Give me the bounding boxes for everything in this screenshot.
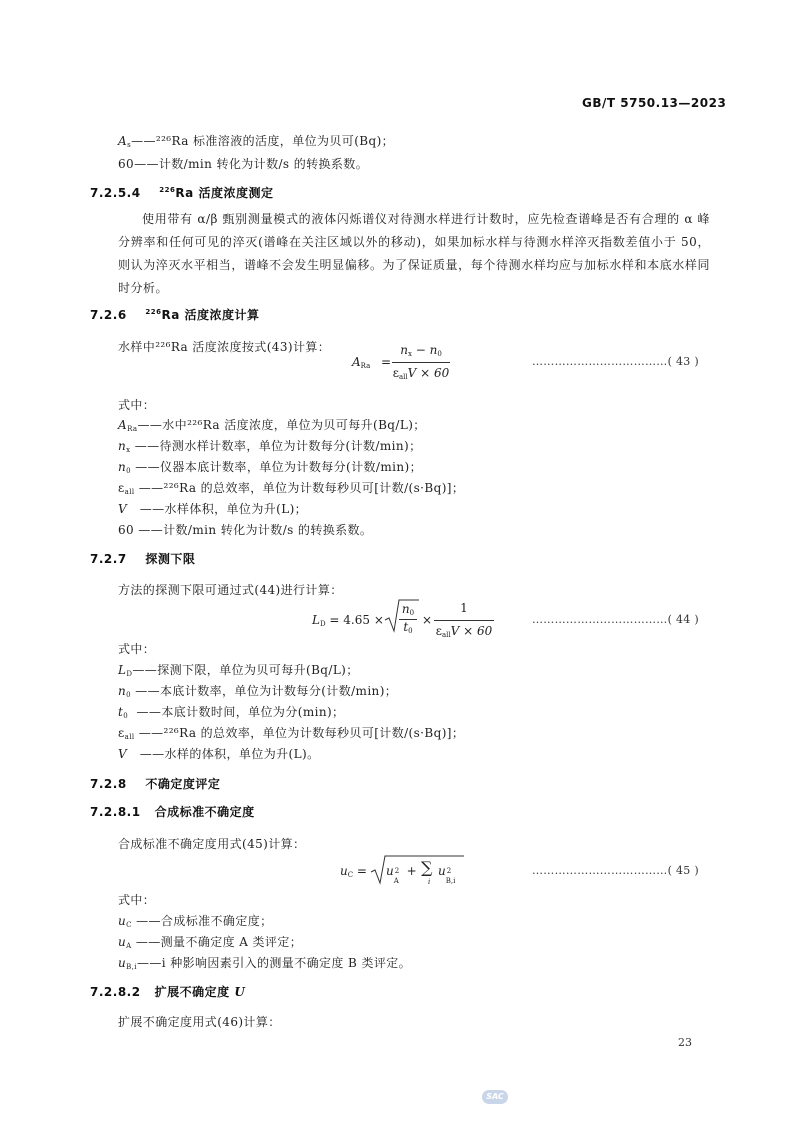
eq-sub: A [393,877,399,885]
def-symbol-sub: A [126,942,132,950]
def-text: ——合成标准不确定度； [136,914,273,928]
eq-sub: all [441,631,451,639]
def-symbol-sub: x [126,446,131,454]
equation-43: $A_{Ra}$ = [352,355,392,370]
eq-var: u [438,864,446,878]
def-line [118,682,397,699]
def-line [118,458,422,475]
section-heading-7-2-7 [90,550,195,567]
eq-sub: 0 [408,627,413,635]
section-number: 7.2.7 [90,552,127,566]
equation-leader [532,613,699,626]
def-symbol-sub: C [126,921,132,929]
def-line [118,500,307,517]
def-symbol-sub: Ra [127,425,138,433]
equation-leader [532,355,699,368]
eq-var: V × 60 [407,366,450,380]
def-symbol-sub: s [127,141,132,149]
section-title: 探测下限 [145,552,196,566]
eq45-term-b [438,864,460,885]
def-symbol: n [118,439,127,453]
def-symbol: V [118,747,128,761]
eq43-numerator [392,343,450,358]
def-line [118,912,273,929]
def-symbol: 60 [118,157,135,171]
eq-var: u [386,864,394,878]
page-number: 23 [678,1036,692,1049]
where-label: 式中： [118,398,156,412]
eq44-fraction-denominator [430,624,498,639]
section-number: 7.2.8.1 [90,805,141,819]
dot-leader: ……………………………… [532,864,668,877]
def-line [118,416,426,433]
eq-lhs: u [340,864,348,878]
eq-lhs-sub: Ra [360,362,371,370]
eq-sub: all [398,373,408,381]
def-symbol: t [118,705,124,719]
section-heading-7-2-8-1 [90,803,255,820]
def-text: ——²²⁶Ra 的总效率，单位为计数每秒贝可[计数/(s·Bq)]； [138,726,465,740]
eq-sub: B,i [445,877,456,885]
section-title: 合成标准不确定度 [154,805,255,819]
fraction-bar [392,362,450,363]
lead-text: 水样中²²⁶Ra 活度浓度按式(43)计算： [118,340,331,354]
eq-sup: 2 [446,867,452,875]
def-symbol: u [118,935,127,949]
def-text: ——本底计数率，单位为计数每分(计数/min)； [135,684,398,698]
dot-leader: ……………………………… [532,613,668,626]
eq-coef: = 4.65 × [329,613,384,627]
def-line [118,724,464,741]
equation-number: ( 43 ) [667,355,699,368]
def-text: ——探测下限，单位为贝可每升(Bq/L)； [132,663,359,677]
section-heading-7-2-8 [90,775,220,792]
def-symbol: V [118,502,128,516]
eq-sup: 2 [394,867,400,875]
def-symbol: A [118,418,128,432]
equation-number: ( 44 ) [667,613,699,626]
def-symbol: L [118,663,127,677]
def-symbol: u [118,914,127,928]
def-line [118,703,344,720]
eq-var: t [403,620,409,634]
eq-lhs: A [352,355,361,369]
eq-lhs-sub: C [347,871,354,879]
paragraph: 使用带有 α/β 甄别测量模式的液体闪烁谱仪对待测水样进行计数时，应先检查谱峰是否有合理的 α 峰分辨率和任何可见的淬灭(谱峰在关注区域以外的移动)，如果加标水样与待测水样淬灭指数差值小于 50，则认为淬灭水平相当，谱峰不会发生明显偏移。为了保证质量，每个待测水样均应与加标水样和本底水样同时分析。 [118,212,710,295]
def-symbol: ε [118,481,125,495]
eq44-root-numerator [398,602,418,617]
def-symbol-sub: 0 [123,712,129,720]
def-text: ——水中²²⁶Ra 活度浓度，单位为贝可每升(Bq/L)； [137,418,426,432]
def-text: ——²²⁶Ra 标准溶液的活度，单位为贝可(Bq)； [131,134,395,148]
section-number: 7.2.6 [90,308,127,322]
def-text: ——水样体积，单位为升(L)； [139,502,308,516]
eq45-terms [386,864,417,885]
summation-icon: ∑ [421,858,433,877]
equation-number: ( 45 ) [667,864,699,877]
def-line [118,155,368,172]
eq-lhs-sub: D [319,620,326,628]
def-text: ——水样的体积，单位为升(L)。 [139,747,320,761]
section-title: Ra 活度浓度测定 [175,186,274,200]
eq-op: = [356,864,367,878]
section-number: 7.2.5.4 [90,186,141,200]
def-symbol: u [118,956,127,970]
def-symbol: n [118,684,127,698]
def-symbol-sub: D [126,670,133,678]
def-text: ——计数/min 转化为计数/s 的转换系数。 [134,157,369,171]
eq-lhs: L [312,613,320,627]
def-line [118,661,359,678]
def-text: ——i 种影响因素引入的测量不确定度 B 类评定。 [136,956,412,970]
section-heading-7-2-5-4 [90,184,273,201]
lead-text: 合成标准不确定度用式(45)计算： [118,837,306,851]
def-text: ——²²⁶Ra 的总效率，单位为计数每秒贝可[计数/(s·Bq)]； [138,481,465,495]
eq-var: n [401,602,410,616]
def-symbol-sub: 0 [126,467,131,475]
section-title-symbol: U [234,985,246,999]
section-heading-7-2-6 [90,306,260,323]
lead-text: 方法的探测下限可通过式(44)进行计算： [118,583,343,597]
eq43-denominator [388,366,454,381]
def-line [118,132,394,149]
def-line [118,521,372,538]
eq-sub: 0 [437,350,442,358]
eq-var: ε [435,624,442,638]
fraction-bar [434,620,494,621]
eq-sub: x [407,350,412,358]
def-text: ——测量不确定度 A 类评定； [135,935,303,949]
def-symbol-sub: all [124,488,135,496]
def-symbol: A [118,134,128,148]
isotope-mass: 226 [145,308,162,316]
def-line [118,745,319,762]
eq-op: − [411,343,430,357]
section-title: 扩展不确定度 [154,985,230,999]
def-symbol-sub: B,i [126,963,137,971]
def-symbol: n [118,460,127,474]
eq-sub: 0 [409,609,415,617]
eq-var: n [400,343,408,357]
eq-op: × [422,613,433,627]
def-text: ——本底计数时间，单位为分(min)； [136,705,345,719]
isotope-mass: 226 [159,186,176,194]
eq-var: ε [392,366,399,380]
eq-var: n [429,343,438,357]
sac-logo: SAC [482,1090,508,1104]
section-title: Ra 活度浓度计算 [161,308,260,322]
section-title: 不确定度评定 [145,777,221,791]
def-symbol-sub: 0 [126,691,131,699]
def-symbol-sub: all [124,733,135,741]
def-line [118,933,302,950]
eq-var: V × 60 [450,624,493,638]
def-line [118,437,421,454]
equation-44 [312,613,384,628]
sum-index: i [428,878,431,886]
def-text: ——待测水样计数率，单位为计数每分(计数/min)； [134,439,422,453]
def-line [118,954,411,971]
def-symbol: ε [118,726,125,740]
section-number: 7.2.8.2 [90,985,141,999]
equation-leader [532,864,699,877]
def-symbol: 60 [118,523,135,537]
eq44-root-denominator [398,620,418,635]
section-number: 7.2.8 [90,777,127,791]
equation-45 [340,864,367,879]
eq-op: + [406,864,417,878]
standard-code: GB/T 5750.13—2023 [582,96,727,110]
eq44-fraction-numerator: 1 [460,601,468,615]
def-text: ——计数/min 转化为计数/s 的转换系数。 [138,523,373,537]
def-line [118,479,464,496]
section-heading-7-2-8-2 [90,983,245,1000]
lead-text: 扩展不确定度用式(46)计算： [118,1015,281,1029]
where-label: 式中： [118,642,156,656]
def-text: ——仪器本底计数率，单位为计数每分(计数/min)； [135,460,422,474]
where-label: 式中： [118,893,156,907]
dot-leader: ……………………………… [532,355,668,368]
